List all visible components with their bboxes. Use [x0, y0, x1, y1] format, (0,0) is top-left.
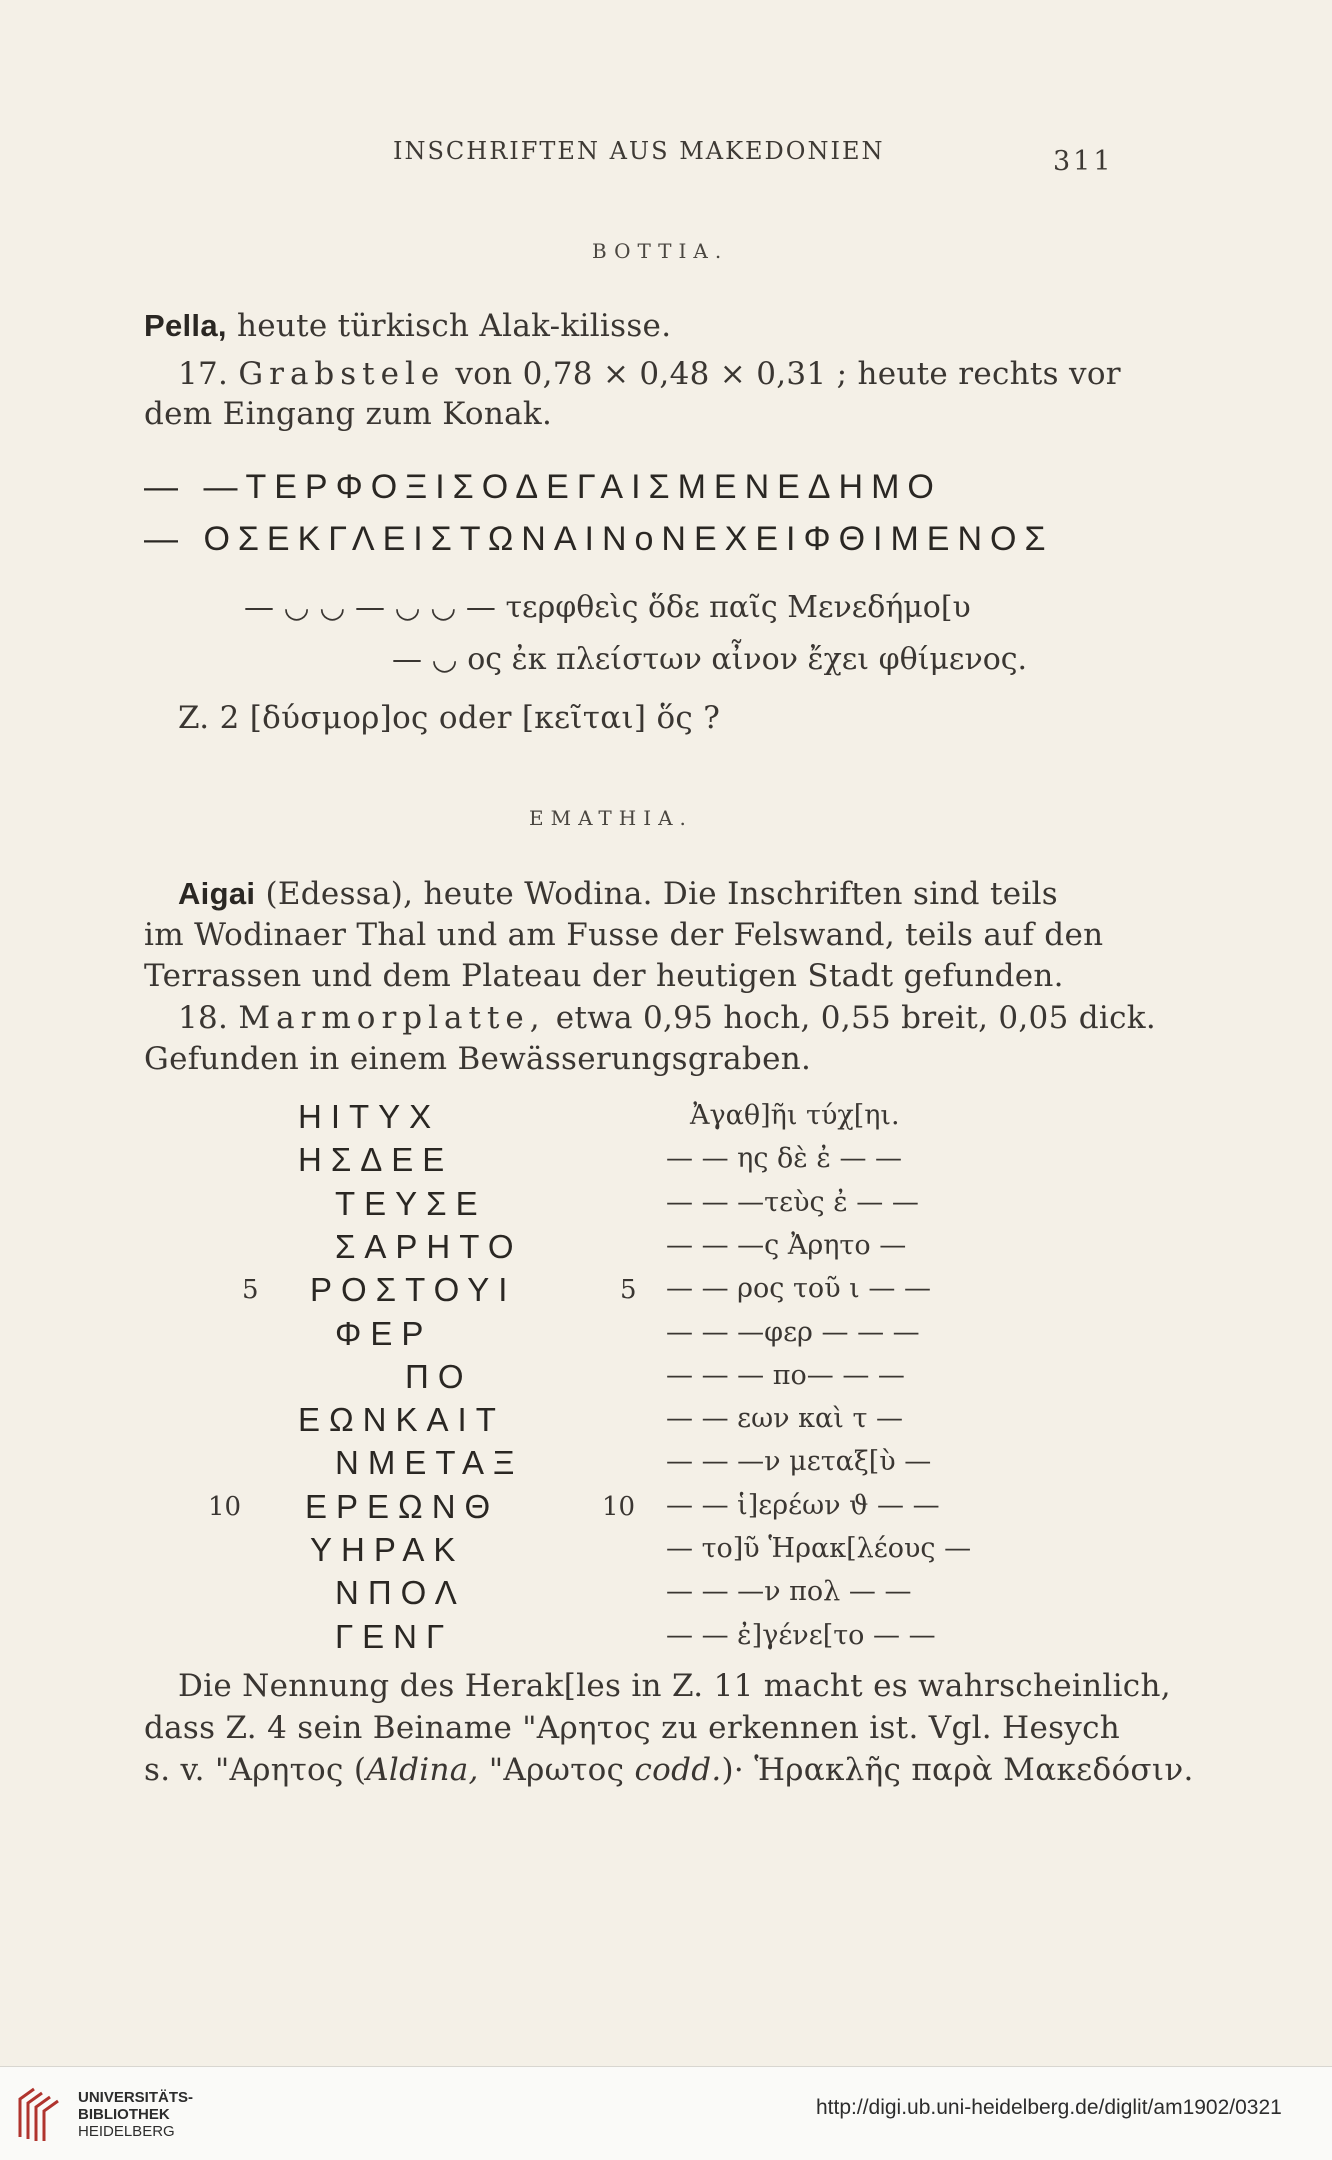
entry-18-line2: Gefunden in einem Bewässerungsgraben.	[144, 1041, 812, 1077]
entry-dimensions: etwa 0,95 hoch, 0,55 breit, 0,05 dick.	[545, 1000, 1157, 1036]
inscription-row	[0, 1531, 1332, 1573]
inscription-row	[0, 1488, 1332, 1530]
closing-aldina: Aldina,	[366, 1752, 479, 1788]
entry-18-line1	[178, 1000, 1156, 1036]
closing-line-1: Die Nennung des Herak[les in Z. 11 macht es wahrscheinlich,	[178, 1668, 1171, 1704]
page-number: 311	[1053, 146, 1114, 177]
inscription-row	[0, 1401, 1332, 1443]
majuscule-text: ΥΗΡΑΚ	[310, 1531, 465, 1568]
logo-line-3: HEIDELBERG	[78, 2123, 175, 2140]
closing-line-3-c: )· Ἡρακλῆς παρὰ Μακεδόσιν.	[721, 1752, 1194, 1788]
paragraph-pella	[144, 308, 671, 344]
transcription-text: — το]ῦ Ἡρακ[λέους —	[666, 1533, 972, 1564]
majuscule-text: ΤΕΥΣΕ	[335, 1184, 487, 1222]
transcription-text: — — — πο— — —	[666, 1359, 905, 1391]
transcription-text: — — —ν πολ — —	[666, 1576, 912, 1608]
inscription-row	[0, 1098, 1332, 1140]
footer-url-link[interactable]: http://digi.ub.uni-heidelberg.de/diglit/am1902/0321	[816, 2096, 1282, 2119]
library-logo-icon	[14, 2085, 68, 2143]
transcription-text: — — εων καὶ τ —	[666, 1403, 903, 1435]
paragraph-aigai-line1	[178, 876, 1058, 912]
footer-bar	[0, 2066, 1332, 2160]
transcription-line-number: 5	[620, 1275, 637, 1306]
closing-line-3-b: "Αρωτος	[478, 1752, 635, 1788]
paragraph-aigai-line2: im Wodinaer Thal und am Fusse der Felswand, teils auf den	[144, 917, 1104, 953]
majuscule-text: ΕΡΕΩΝΘ	[305, 1487, 500, 1525]
place-description: (Edessa), heute Wodina. Die Inschriften sind teils	[255, 876, 1059, 912]
majuscule-text: ΗΙΤΥΧ	[298, 1098, 441, 1135]
majuscule-line-number: 5	[242, 1275, 259, 1306]
transcription-text: — — ρος τοῦ ι — —	[666, 1273, 931, 1305]
transcription-text: — — ἐ]γένε[το — —	[666, 1619, 936, 1651]
entry-dimensions: von 0,78 × 0,48 × 0,31 ; heute rechts vor	[445, 356, 1121, 392]
transcription-line-number: 10	[602, 1491, 636, 1522]
closing-line-3-a: s. v. "Αρητος (	[144, 1752, 367, 1788]
majuscule-text: ΣΑΡΗΤΟ	[335, 1227, 523, 1265]
entry-object: Marmorplatte,	[238, 1000, 546, 1036]
inscription-row	[0, 1315, 1332, 1357]
majuscule-text: ΦΕΡ	[335, 1314, 433, 1352]
verse-line-1: — ◡ ◡ — ◡ ◡ — τερφθεὶς ὅδε παῖς Μενεδήμο[υ	[244, 590, 971, 625]
transcription-text: — — ἱ]ερέων ϑ — —	[666, 1489, 940, 1521]
majuscule-text: ΝΠΟΛ	[335, 1574, 466, 1612]
inscription-row	[0, 1358, 1332, 1400]
majuscule-text: ΕΩΝΚΑΙΤ	[298, 1401, 505, 1439]
note-bottia: Z. 2 [δύσμορ]ος oder [κεῖται] ὅς ?	[178, 700, 721, 736]
place-name-aigai: Aigai	[178, 876, 256, 911]
inscription-row	[0, 1271, 1332, 1313]
inscription-row	[0, 1228, 1332, 1270]
majuscule-line-1: — —ΤΕΡΦΟΞΙΣΟΔΕΓΑΙΣΜΕΝΕΔΗΜΟ	[144, 468, 942, 506]
majuscule-text: ΝΜΕΤΑΞ	[335, 1444, 524, 1482]
inscription-row	[0, 1574, 1332, 1616]
running-header-title: INSCHRIFTEN AUS MAKEDONIEN	[393, 137, 885, 165]
majuscule-text: ΡΟΣΤΟΥΙ	[310, 1271, 517, 1309]
paragraph-aigai-line3: Terrassen und dem Plateau der heutigen Stadt gefunden.	[144, 958, 1064, 994]
logo-line-1: UNIVERSITÄTS-	[78, 2089, 194, 2106]
inscription-row	[0, 1618, 1332, 1660]
closing-line-3	[144, 1752, 1194, 1788]
transcription-text: — — ης δὲ ἐ — —	[666, 1143, 903, 1175]
entry-object: Grabstele	[238, 356, 446, 392]
section-title-bottia: BOTTIA.	[592, 239, 729, 263]
inscription-row	[0, 1185, 1332, 1227]
closing-line-2: dass Z. 4 sein Beiname "Αρητος zu erkennen ist. Vgl. Hesych	[144, 1710, 1121, 1746]
entry-17-line1	[178, 356, 1121, 392]
majuscule-line-number: 10	[208, 1491, 242, 1522]
transcription-text: Ἀγαθ]ῆι τύχ[ηι.	[690, 1100, 900, 1131]
majuscule-text: ΠΟ	[405, 1357, 473, 1395]
transcription-text: — — —ς Ἀρητο —	[666, 1229, 907, 1261]
entry-17-line2: dem Eingang zum Konak.	[144, 396, 553, 432]
majuscule-text: ΗΣΔΕΕ	[298, 1141, 454, 1179]
library-logo-text	[78, 2089, 193, 2140]
transcription-text: — — —φερ — — —	[666, 1316, 920, 1348]
majuscule-line-2: — ΟΣΕΚΓΛΕΙΣΤΩΝΑΙΝοΝΕΧΕΙΦΘΙΜΕΝΟΣ	[144, 520, 1054, 558]
entry-number: 17.	[178, 356, 229, 392]
logo-line-2: BIBLIOTHEK	[78, 2106, 170, 2123]
section-title-emathia: EMATHIA.	[529, 806, 693, 830]
inscription-row	[0, 1141, 1332, 1183]
closing-codd: codd.	[634, 1752, 722, 1788]
verse-line-2: — ◡ ος ἐκ πλείστων αἶνον ἔχει φθίμενος.	[392, 642, 1028, 677]
inscription-row	[0, 1444, 1332, 1486]
transcription-text: — — —τεὺς ἐ — —	[666, 1186, 919, 1218]
entry-number: 18.	[178, 1000, 229, 1036]
majuscule-text: ΓΕΝΓ	[335, 1617, 454, 1655]
place-name-pella: Pella,	[144, 308, 227, 343]
place-description: heute türkisch Alak-kilisse.	[226, 308, 672, 344]
transcription-text: — — —ν μεταξ[ὺ —	[666, 1446, 932, 1478]
